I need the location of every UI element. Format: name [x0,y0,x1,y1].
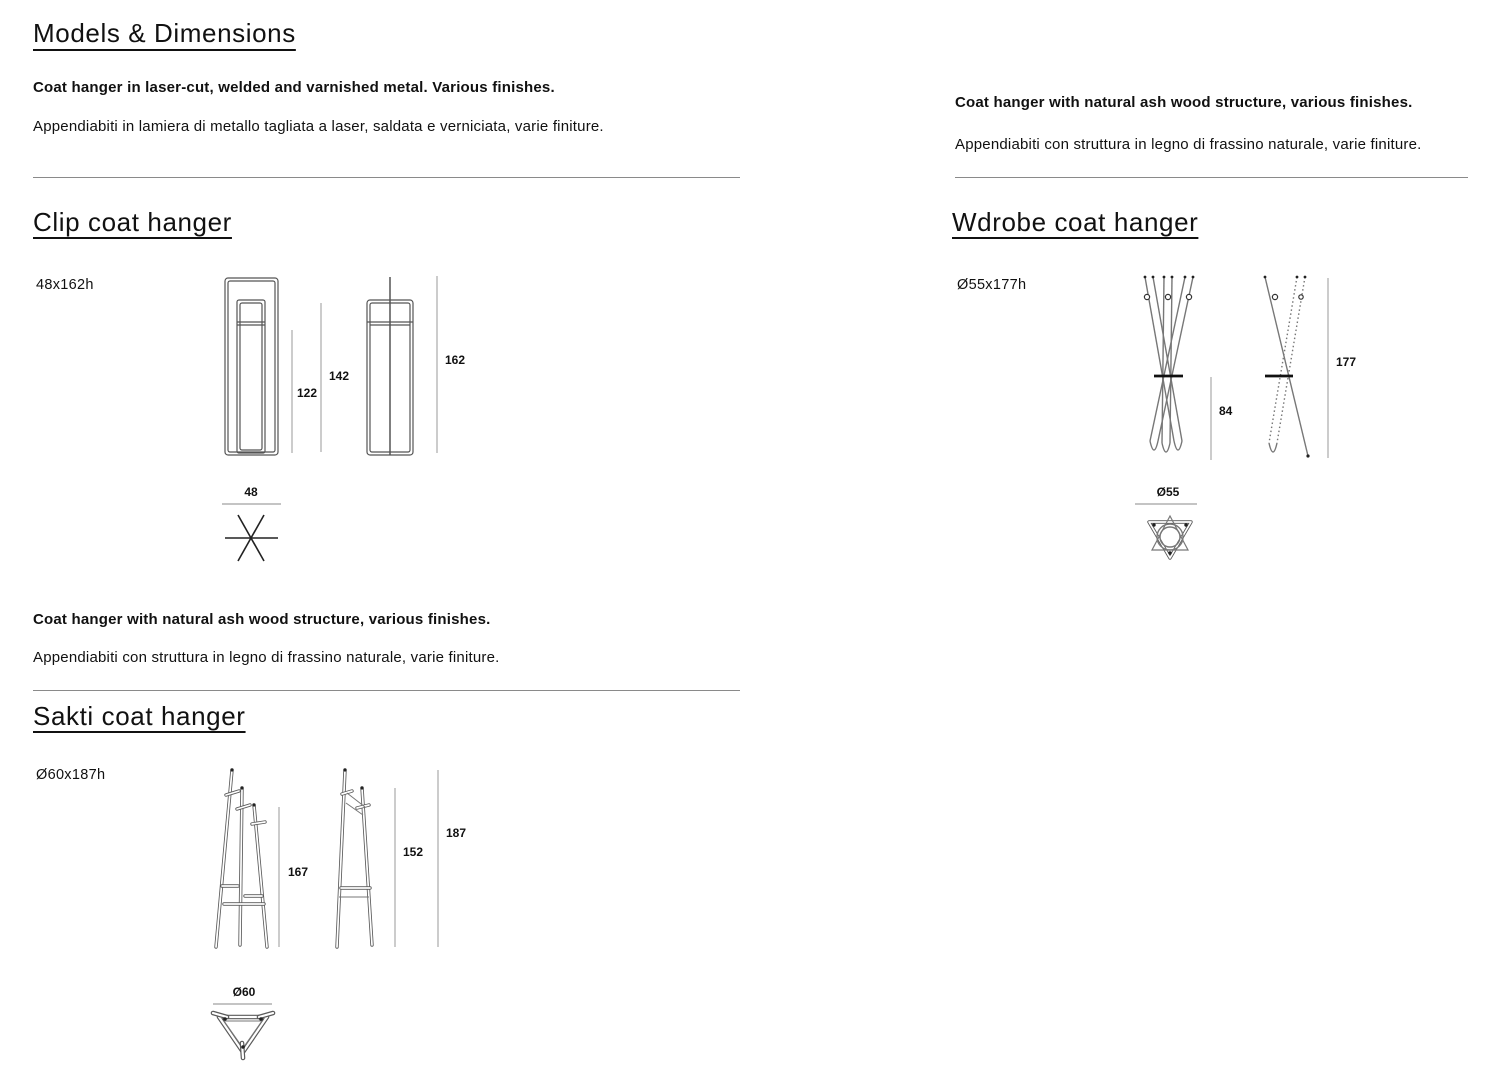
sakti-size-label: Ø60x187h [36,767,106,783]
sakti-dim-mid-height-label: 152 [403,845,424,859]
sakti-technical-drawing [200,763,480,1075]
sakti-dim-front-height-label: 167 [288,865,309,879]
wdrobe-dim-base-height-label: 84 [1219,404,1233,418]
wdrobe-heading: Wdrobe coat hanger [952,207,1199,237]
clip-dim-mid-height [321,303,349,452]
clip-dim-inner-height-label: 122 [297,386,318,400]
wdrobe-dim-base-height [1211,377,1233,460]
wdrobe-hook-knob [1165,294,1170,299]
wdrobe-dim-total-height-label: 177 [1336,355,1357,369]
sakti-dim-diameter-label: Ø60 [232,985,256,999]
clip-top-view [222,485,281,561]
wdrobe-side-view [1264,276,1310,458]
wdrobe-hook-knob [1144,294,1149,299]
wdrobe-hook-knob [1272,294,1277,299]
divider-right-top [955,177,1468,178]
sakti-dim-total-height [438,770,466,947]
divider-left-bottom [33,690,740,691]
sakti-dim-mid-height [395,788,423,947]
wdrobe-technical-drawing [1130,263,1360,583]
wdrobe-description-en: Coat hanger with natural ash wood structure, various finishes. [955,94,1413,111]
clip-dim-mid-height-label: 142 [329,369,350,383]
wdrobe-dim-total-height [1328,278,1356,458]
sakti-description-it: Appendiabiti con struttura in legno di frassino naturale, varie finiture. [33,649,500,666]
clip-technical-drawing [200,263,480,583]
clip-description-it: Appendiabiti in lamiera di metallo tagliata a laser, saldata e verniciata, varie finiture. [33,118,604,135]
clip-size-label: 48x162h [36,277,94,293]
sakti-side-view [337,768,372,947]
wdrobe-hook-knob [1186,294,1191,299]
divider-left-top [33,177,740,178]
clip-dim-total-height-label: 162 [445,353,466,367]
page-title: Models & Dimensions [33,18,296,48]
wdrobe-dim-diameter-label: Ø55 [1156,485,1180,499]
sakti-dim-front-height [279,807,308,947]
sakti-heading: Sakti coat hanger [33,701,246,731]
wdrobe-top-view [1135,485,1197,558]
clip-description-en: Coat hanger in laser-cut, welded and varnished metal. Various finishes. [33,79,555,96]
wdrobe-hook-knob [1299,295,1303,299]
sakti-dim-total-height-label: 187 [446,826,467,840]
sakti-description-en: Coat hanger with natural ash wood structure, various finishes. [33,611,491,628]
clip-dim-width-label: 48 [244,485,258,499]
wdrobe-description-it: Appendiabiti con struttura in legno di frassino naturale, varie finiture. [955,136,1422,153]
clip-side-view [367,277,413,455]
wdrobe-size-label: Ø55x177h [957,277,1027,293]
sakti-top-view [213,985,273,1058]
clip-dim-total-height [437,276,465,453]
clip-base-asterisk [225,515,278,561]
clip-heading: Clip coat hanger [33,207,232,237]
sakti-front-view [216,768,267,947]
clip-dim-inner-height [292,330,317,453]
clip-front-view [225,278,278,455]
wdrobe-front-view [1144,276,1195,452]
